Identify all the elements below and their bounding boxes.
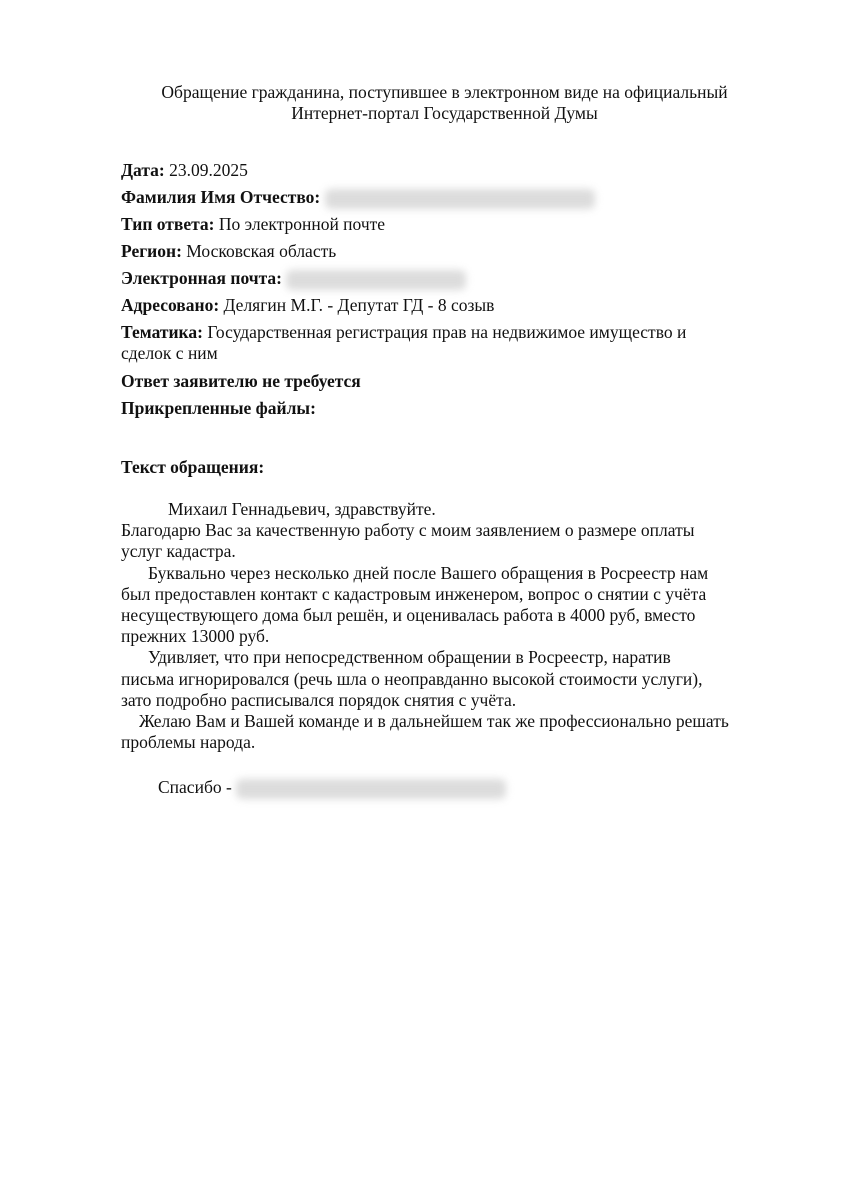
header-line-1: Обращение гражданина, поступившее в электронном виде на официальный [161, 82, 728, 102]
addressed-value: Делягин М.Г. - Депутат ГД - 8 созыв [223, 295, 495, 315]
message-line: зато подробно расписывался порядок снятия с учёта. [121, 689, 517, 710]
message-line: Удивляет, что при непосредственном обращении в Росреестр, наратив [148, 647, 671, 668]
message-body [121, 499, 781, 753]
region-label: Регион: [121, 241, 182, 261]
topic-value: Государственная регистрация прав на недвижимое имущество и сделок с ним [121, 322, 687, 363]
message-line: Желаю Вам и Вашей команде и в дальнейшем так же профессионально решать [139, 711, 729, 732]
date-label: Дата: [121, 160, 165, 180]
message-line: Благодарю Вас за качественную работу с моим заявлением о размере оплаты [121, 520, 695, 541]
header-line-2: Интернет-портал Государственной Думы [291, 103, 598, 123]
field-fio [121, 187, 595, 209]
message-line: проблемы народа. [121, 732, 256, 753]
email-label: Электронная почта: [121, 268, 282, 288]
message-line: прежних 13000 руб. [121, 626, 270, 647]
fio-label: Фамилия Имя Отчество: [121, 187, 321, 207]
addressed-label: Адресовано: [121, 295, 220, 315]
no-reply-note: Ответ заявителю не требуется [121, 371, 361, 391]
date-value: 23.09.2025 [169, 160, 248, 180]
email-redacted [286, 270, 466, 290]
document-header [0, 82, 849, 124]
message-line: Буквально через несколько дней после Вашего обращения в Росреестр нам [148, 562, 709, 583]
fio-redacted [325, 189, 595, 209]
message-title: Текст обращения: [121, 457, 265, 477]
field-date [121, 160, 248, 181]
field-region [121, 241, 336, 262]
field-email [121, 268, 466, 290]
message-line: письма игнорировался (речь шла о неоправданно высокой стоимости услуги), [121, 668, 703, 689]
field-answer-type [121, 214, 385, 235]
signature-redacted [236, 779, 506, 799]
message-line: был предоставлен контакт с кадастровым инженером, вопрос о снятии с учёта [121, 583, 707, 604]
message-line: несуществующего дома был решён, и оценивалась работа в 4000 руб, вместо [121, 605, 696, 626]
topic-label: Тематика: [121, 322, 203, 342]
message-line: услуг кадастра. [121, 541, 236, 562]
field-addressed [121, 295, 494, 316]
attachments-label: Прикрепленные файлы: [121, 398, 316, 418]
field-topic [121, 322, 741, 364]
signature-prefix: Спасибо - [158, 777, 232, 797]
region-value: Московская область [186, 241, 337, 261]
message-line: Михаил Геннадьевич, здравствуйте. [168, 499, 436, 519]
signature-line [158, 777, 506, 799]
answer-type-value: По электронной почте [218, 214, 386, 234]
answer-type-label: Тип ответа: [121, 214, 215, 234]
